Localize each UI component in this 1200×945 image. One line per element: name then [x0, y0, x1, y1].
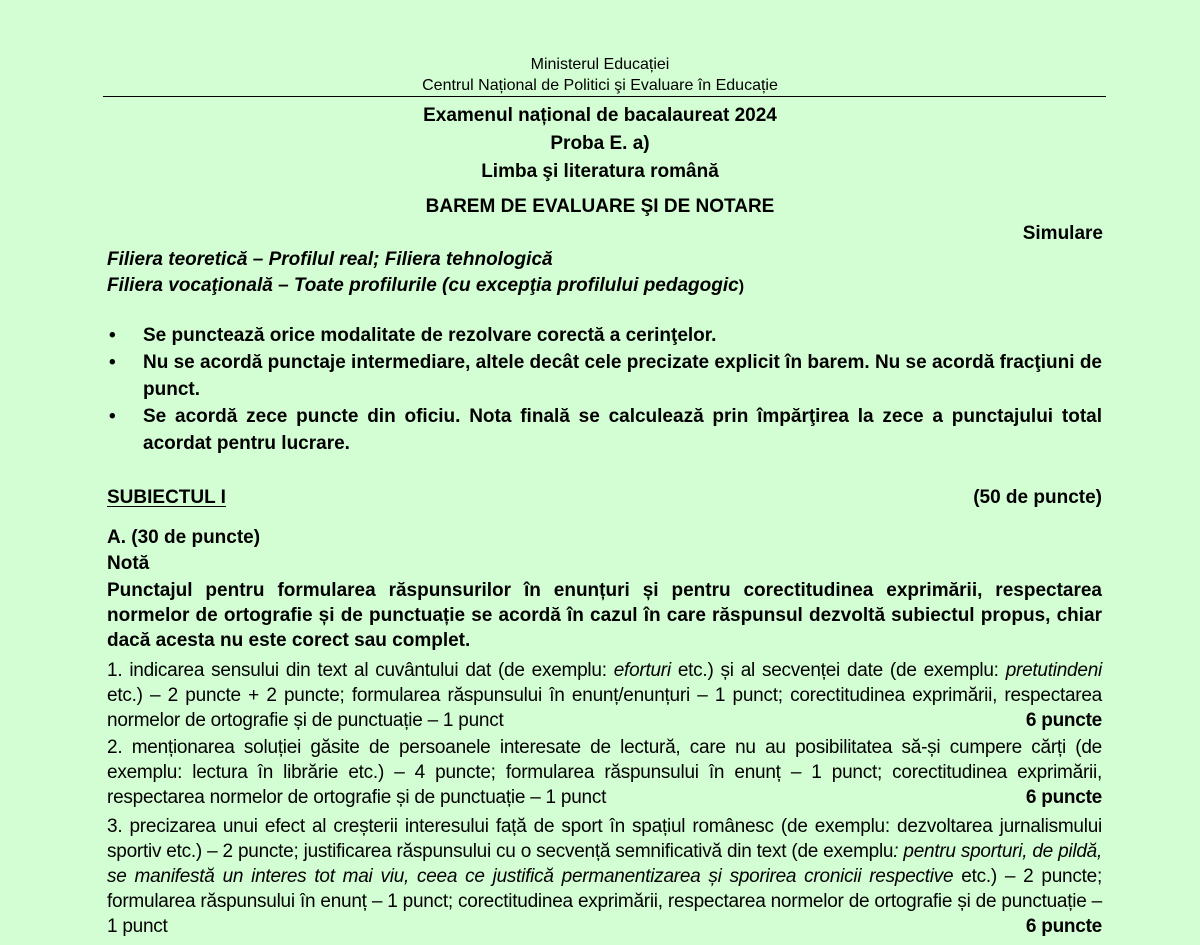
item-1	[107, 658, 1102, 733]
item-3-text: 3. precizarea unui efect al creșterii interesului față de sport în spațiul românesc (de exemplu: dezvoltarea jurnalismului sportiv etc.) – 2 puncte; justificarea răspunsului cu o secvență semnificativă din text (de exemplu	[107, 816, 1102, 862]
section-points: (50 de puncte)	[973, 487, 1102, 508]
exam-title: Examenul național de bacalaureat 2024	[423, 105, 777, 126]
item-3-example: : pentru sporturi, de pildă, se manifestă un interes tot mai viu, ceea ce justifică permanentizarea și sporirea cronicii respective	[107, 841, 1102, 887]
section-heading	[107, 487, 1102, 509]
item-1-example-2: pretutindeni	[1005, 660, 1102, 681]
rules-list	[107, 322, 1102, 457]
filiera-line-2-text: Filiera vocaţională – Toate profilurile (cu excepţia profilului pedagogic	[107, 275, 739, 296]
simulare-label: Simulare	[1022, 223, 1103, 244]
rule-text: Nu se acordă punctaje intermediare, altele decât cele precizate explicit în barem. Nu se acordă fracţiuni de punct.	[143, 352, 1102, 400]
part-a-label: A. (30 de puncte)	[107, 527, 261, 548]
filiera-line-2-paren: )	[738, 278, 745, 295]
nota-label: Notă	[107, 553, 150, 574]
barem-title: BAREM DE EVALUARE ŞI DE NOTARE	[425, 196, 775, 217]
item-3	[107, 814, 1102, 939]
item-1-example-1: eforturi	[613, 660, 671, 681]
header-rule	[103, 96, 1106, 97]
center-header: Centrul Național de Politici şi Evaluare în Educație	[422, 77, 778, 94]
item-3-score: 6 puncte	[1025, 916, 1102, 937]
item-1-text: 1. indicarea sensului din text al cuvântului dat (de exemplu:	[107, 660, 614, 681]
bullet-icon: •	[109, 325, 116, 346]
item-2-score: 6 puncte	[1025, 787, 1102, 808]
item-1-text-3: etc.) – 2 puncte + 2 puncte; formularea răspunsului în enunț/enunțuri – 1 punct; corectitudinea exprimării, respectarea normelor de ortografie și de punctuație – 1 punct	[107, 685, 1102, 731]
rule-item	[107, 349, 1102, 403]
item-2	[107, 735, 1102, 810]
exam-subject: Limba şi literatura română	[481, 161, 719, 182]
nota-text: Punctajul pentru formularea răspunsurilor în enunțuri și pentru corectitudinea exprimării, respectarea normelor de ortografie și de punctuație se acordă în cazul în care răspunsul dezvoltă subiectul propus, chiar dacă acesta nu este corect sau complet.	[107, 580, 1102, 651]
bullet-icon: •	[109, 352, 116, 373]
ministry-header: Ministerul Educației	[530, 56, 670, 73]
rule-item	[107, 403, 1102, 457]
exam-proba: Proba E. a)	[550, 133, 650, 154]
rule-text: Se punctează orice modalitate de rezolvare corectă a cerinţelor.	[143, 325, 717, 346]
rule-item	[107, 322, 1102, 349]
item-2-text: 2. menționarea soluției găsite de persoanele interesate de lectură, care nu au posibilitatea să-și cumpere cărți (de exemplu: lectura în librărie etc.) – 4 puncte; formularea răspunsului în enunț – 1 punct; corectitudinea exprimării, respectarea normelor de ortografie și de punctuație – 1 punct	[107, 737, 1102, 808]
filiera-line-1: Filiera teoretică – Profilul real; Filiera tehnologică	[107, 249, 553, 270]
item-1-text-2: etc.) și al secvenței date (de exemplu:	[670, 660, 1006, 681]
rule-text: Se acordă zece puncte din oficiu. Nota finală se calculează prin împărţirea la zece a punctajului total acordat pentru lucrare.	[143, 406, 1102, 454]
section-title: SUBIECTUL I	[107, 487, 226, 508]
bullet-icon: •	[109, 406, 116, 427]
item-1-score: 6 puncte	[1025, 710, 1102, 731]
item-3-text-2: etc.) – 2 puncte; formularea răspunsului în enunț – 1 punct; corectitudinea exprimării, respectarea normelor de ortografie și de punctuație – 1 punct	[107, 866, 1102, 937]
filiera-line-2	[107, 275, 744, 297]
